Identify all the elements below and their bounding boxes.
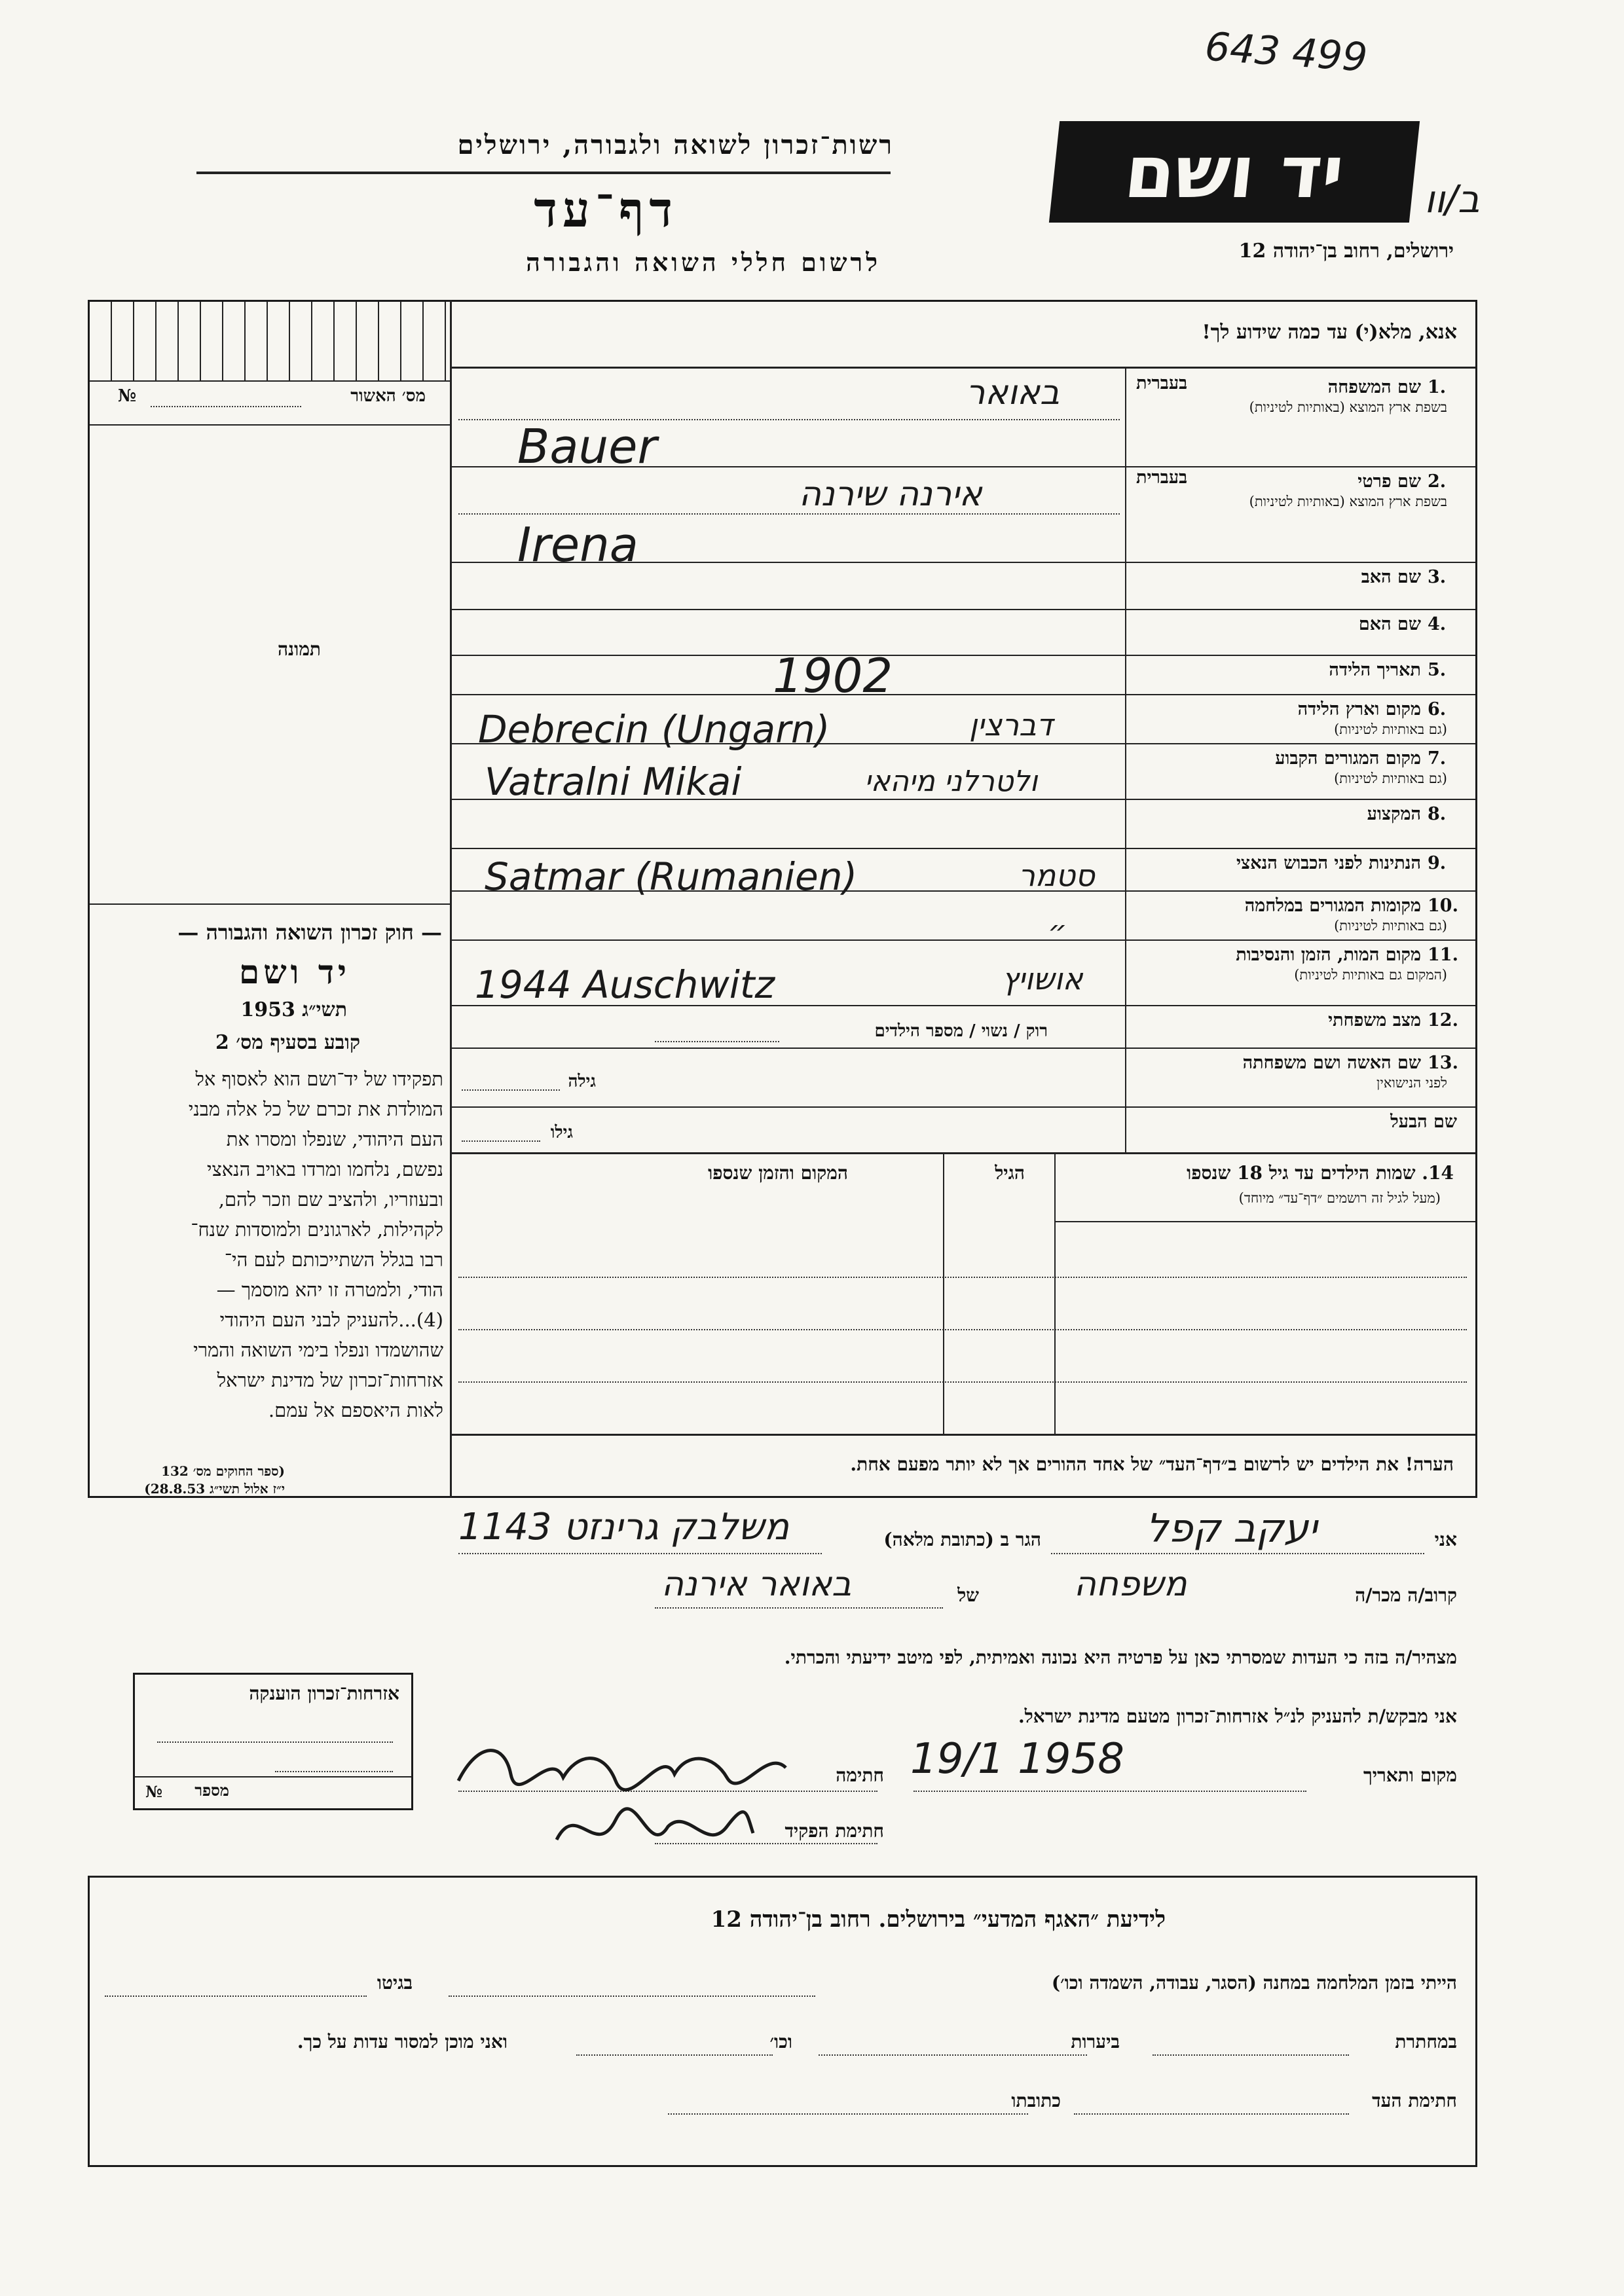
hebrew-tag: בעברית <box>1136 373 1188 393</box>
field-sublabel: (המקום גם באותיות לטיניות) <box>1294 967 1447 983</box>
field-sublabel: בשפת ארץ המוצא (באותיות לטיניות) <box>1249 399 1447 415</box>
field-sublabel: (גם באותיות לטיניות) <box>1334 771 1447 786</box>
law-text-line: שהושמדו ונפלו בימי השואה והמרי <box>193 1339 443 1361</box>
field-number: 1. <box>1428 377 1447 397</box>
citizenship-title: אזרחות־זכרון הוענקה <box>249 1683 399 1704</box>
field-label: המקצוע <box>1367 804 1421 824</box>
decl-relation-value: משפחה <box>1074 1565 1187 1604</box>
citizenship-no-symbol: № <box>145 1782 163 1801</box>
law-name: יד ושם <box>239 953 350 991</box>
field-label: מצב משפחתי <box>1328 1010 1421 1030</box>
field-sublabel: לפני הנישואין <box>1376 1075 1447 1091</box>
footer-line2-c: וכו׳ <box>769 2031 792 2052</box>
law-text-line: המולדת את זכרם של כל אלה מבני <box>188 1098 443 1120</box>
decl-resident-label: הגר ב (כתובת מלאה) <box>883 1529 1041 1550</box>
header-title: דף־עד <box>534 182 678 238</box>
approval-no-symbol: № <box>118 386 137 406</box>
law-source-date: י״ז אלול תשי״ג 28.8.53) <box>144 1481 285 1497</box>
field-label: שם האב <box>1361 567 1421 587</box>
citizenship-number-label: מספר <box>194 1781 229 1800</box>
law-text <box>95 1064 443 1425</box>
law-text-line: אזרחות־זכרון של מדינת ישראל <box>217 1369 443 1391</box>
field-label: מקום וארץ הלידה <box>1297 699 1421 720</box>
footer-line2-d: ואני מוכן למסור עדות על כך. <box>297 2031 507 2052</box>
photo-label: תמונה <box>277 638 321 660</box>
archive-number: 643 499 <box>1203 24 1369 81</box>
field-label: שם המשפחה <box>1327 377 1421 397</box>
value-residence-lat: Vatralni Mikai <box>485 759 742 804</box>
law-source: (ספר החוקים מס׳ 132 <box>161 1463 285 1479</box>
decl-place-date-value: 19/1 1958 <box>910 1735 1124 1783</box>
footer-line3-b: כתובתו <box>1011 2090 1061 2111</box>
decl-i-label: אני <box>1434 1529 1457 1550</box>
decl-signature-label: חתימה <box>836 1764 884 1786</box>
field-number: 2. <box>1428 471 1447 492</box>
value-birthplace-lat: Debrecin (Ungarn) <box>478 707 830 752</box>
value-residence-he: ולטרלני מיהאי <box>864 765 1038 798</box>
value-birthplace-he: דברצין <box>969 707 1053 742</box>
husband-age-label: גילו <box>550 1123 573 1142</box>
footer-line2-a: במחתרת <box>1395 2031 1457 2052</box>
decl-of-label: של <box>957 1584 979 1606</box>
decl-i-value: יעקב קפל <box>1146 1506 1318 1552</box>
field-label: הנתינות לפני הכבוש הנאצי <box>1236 853 1421 873</box>
field-label: שם האשה ושם משפחתה <box>1242 1053 1421 1073</box>
footer-title: לידיעת ״האגף המדעי״ בירושלים. רחוב בן־יהודה 12 <box>710 1906 1166 1933</box>
field-label: שם הבעל <box>1390 1112 1457 1132</box>
hebrew-tag: בעברית <box>1136 467 1188 488</box>
field-sublabel: בשפת ארץ המוצא (באותיות לטיניות) <box>1249 494 1447 509</box>
field-number: 12. <box>1428 1010 1458 1030</box>
decl-official-label: חתימת הפקיד <box>784 1820 884 1842</box>
value-death-lat: 1944 Auschwitz <box>475 962 775 1007</box>
header-subtitle: לרשום חללי השואה והגבורה <box>526 247 881 277</box>
decl-place-date-label: מקום ותאריך <box>1363 1764 1457 1786</box>
law-text-line: הודי, ולמטרה זו יהא מוסמך — <box>216 1279 443 1301</box>
field-number: 8. <box>1428 804 1447 824</box>
logo-text: יד ושם <box>1120 130 1348 214</box>
field-label: מקום המות, הזמן והנסיבות <box>1236 945 1421 965</box>
marital-options: רוק / נשוי / מספר הילדים <box>874 1021 1048 1041</box>
field-sublabel: (גם באותיות לטיניות) <box>1334 721 1447 737</box>
corner-mark: ב/וו <box>1424 177 1480 221</box>
field-label: שם האם <box>1358 614 1421 634</box>
field-number: 9. <box>1428 853 1447 873</box>
header-authority: רשות־זכרון לשואה ולגבורה, ירושלים <box>457 130 894 160</box>
decl-relation-label: קרוב/ה מכר/ה <box>1355 1584 1457 1606</box>
children-note: הערה! את הילדים יש לרשום ב״דף־העד״ של אחד ההורים אך לא יותר מפעם אחת. <box>850 1453 1454 1475</box>
value-firstname-lat: Irena <box>517 517 638 572</box>
value-death-he: אושויץ <box>1002 961 1083 996</box>
field-sublabel: (גם באותיות לטיניות) <box>1334 918 1447 934</box>
footer-line2-b: ביערות <box>1071 2031 1120 2052</box>
field-number: 4. <box>1428 614 1447 634</box>
law-title: — חוק זכרון השואה והגבורה — <box>177 920 442 945</box>
decl-request: אני מבקש/ת להעניק לנ״ל אזרחות־זכרון מטעם מדינת ישראל. <box>1018 1705 1457 1727</box>
field-label: תאריך הלידה <box>1329 660 1421 680</box>
field-number: 7. <box>1428 748 1447 769</box>
footer-line1-a: הייתי בזמן המלחמה במחנה (הסגר, עבודה, השמדה וכו׳) <box>1051 1972 1457 1994</box>
value-nationality-lat: Satmar (Rumanien) <box>485 854 858 899</box>
field-number: 6. <box>1428 699 1447 720</box>
law-text-line: רבו בגלל השתייכותם לעם הי־ <box>224 1248 443 1271</box>
header-address: ירושלים, רחוב בן־יהודה 12 <box>1238 240 1454 263</box>
children-label: 14. שמות הילדים עד גיל 18 שנספו <box>1187 1162 1454 1184</box>
children-col-place: המקום והזמן שנספו <box>708 1162 848 1184</box>
law-text-line: ובעוזריו, ולהציב שם וזכר להם, <box>218 1188 443 1211</box>
value-wartime-residence: ״ <box>1048 913 1067 949</box>
decl-declare: מצהיר/ה בזה כי העדות שמסרתי כאן על פרטיה היא נכונה ואמיתית, לפי מיטב ידיעתי והכרתי. <box>784 1647 1457 1668</box>
law-text-line: נפשם, נלחמו ומרדו באויב הנאצי <box>206 1158 443 1180</box>
law-text-line: לאות היאספם אל עמם. <box>268 1399 443 1421</box>
footer-line3-a: חתימת העד <box>1372 2090 1457 2111</box>
value-nationality-he: סטמר <box>1018 858 1095 893</box>
field-number: 3. <box>1428 567 1447 587</box>
children-sub: (מעל לגיל זה רושמים ״דף־עד״ מיוחד) <box>1238 1190 1441 1206</box>
field-number: 5. <box>1428 660 1447 680</box>
decl-of-value: באואר אירנה <box>661 1565 852 1604</box>
law-year: תשי״ג 1953 <box>240 998 347 1021</box>
decl-resident-value: משלבק גרינזט 1143 <box>458 1506 790 1548</box>
field-label: מקום המגורים הקבוע <box>1275 748 1421 769</box>
field-number: 11. <box>1428 945 1458 965</box>
instruction: אנא, מלא(י) עד כמה שידוע לך! <box>1202 321 1457 344</box>
field-label: מקומות המגורים במלחמה <box>1244 896 1421 916</box>
value-birthdate: 1902 <box>773 648 893 703</box>
law-text-line: לקהילות, לארגונים ולמוסדות שנח־ <box>191 1218 443 1241</box>
value-firstname-he: אירנה שירנה <box>799 475 982 514</box>
value-surname-lat: Bauer <box>517 419 657 474</box>
wife-age-label: גילה <box>568 1072 596 1091</box>
witness-signature <box>452 1728 792 1800</box>
law-clause: קובע בסעיף מס׳ 2 <box>215 1031 360 1054</box>
footer-line1-b: בגיטו <box>377 1972 413 1994</box>
children-col-age: הגיל <box>995 1162 1025 1184</box>
approval-label: מס׳ האשור <box>350 386 426 406</box>
law-text-line: העם היהודי, שנפלו ומסרו את <box>226 1128 443 1150</box>
photo-box <box>90 302 450 380</box>
law-text-line: (4)...להעניק לבני העם היהודי <box>219 1309 443 1331</box>
value-surname-he: באואר <box>966 373 1060 412</box>
field-label: שם פרטי <box>1357 471 1421 492</box>
official-signature <box>550 1794 760 1866</box>
field-number: 10. <box>1428 896 1458 916</box>
field-number: 13. <box>1428 1053 1458 1073</box>
law-text-line: תפקידו של יד־ושם הוא לאסוף אל <box>195 1068 443 1090</box>
yad-vashem-logo <box>1049 121 1420 223</box>
